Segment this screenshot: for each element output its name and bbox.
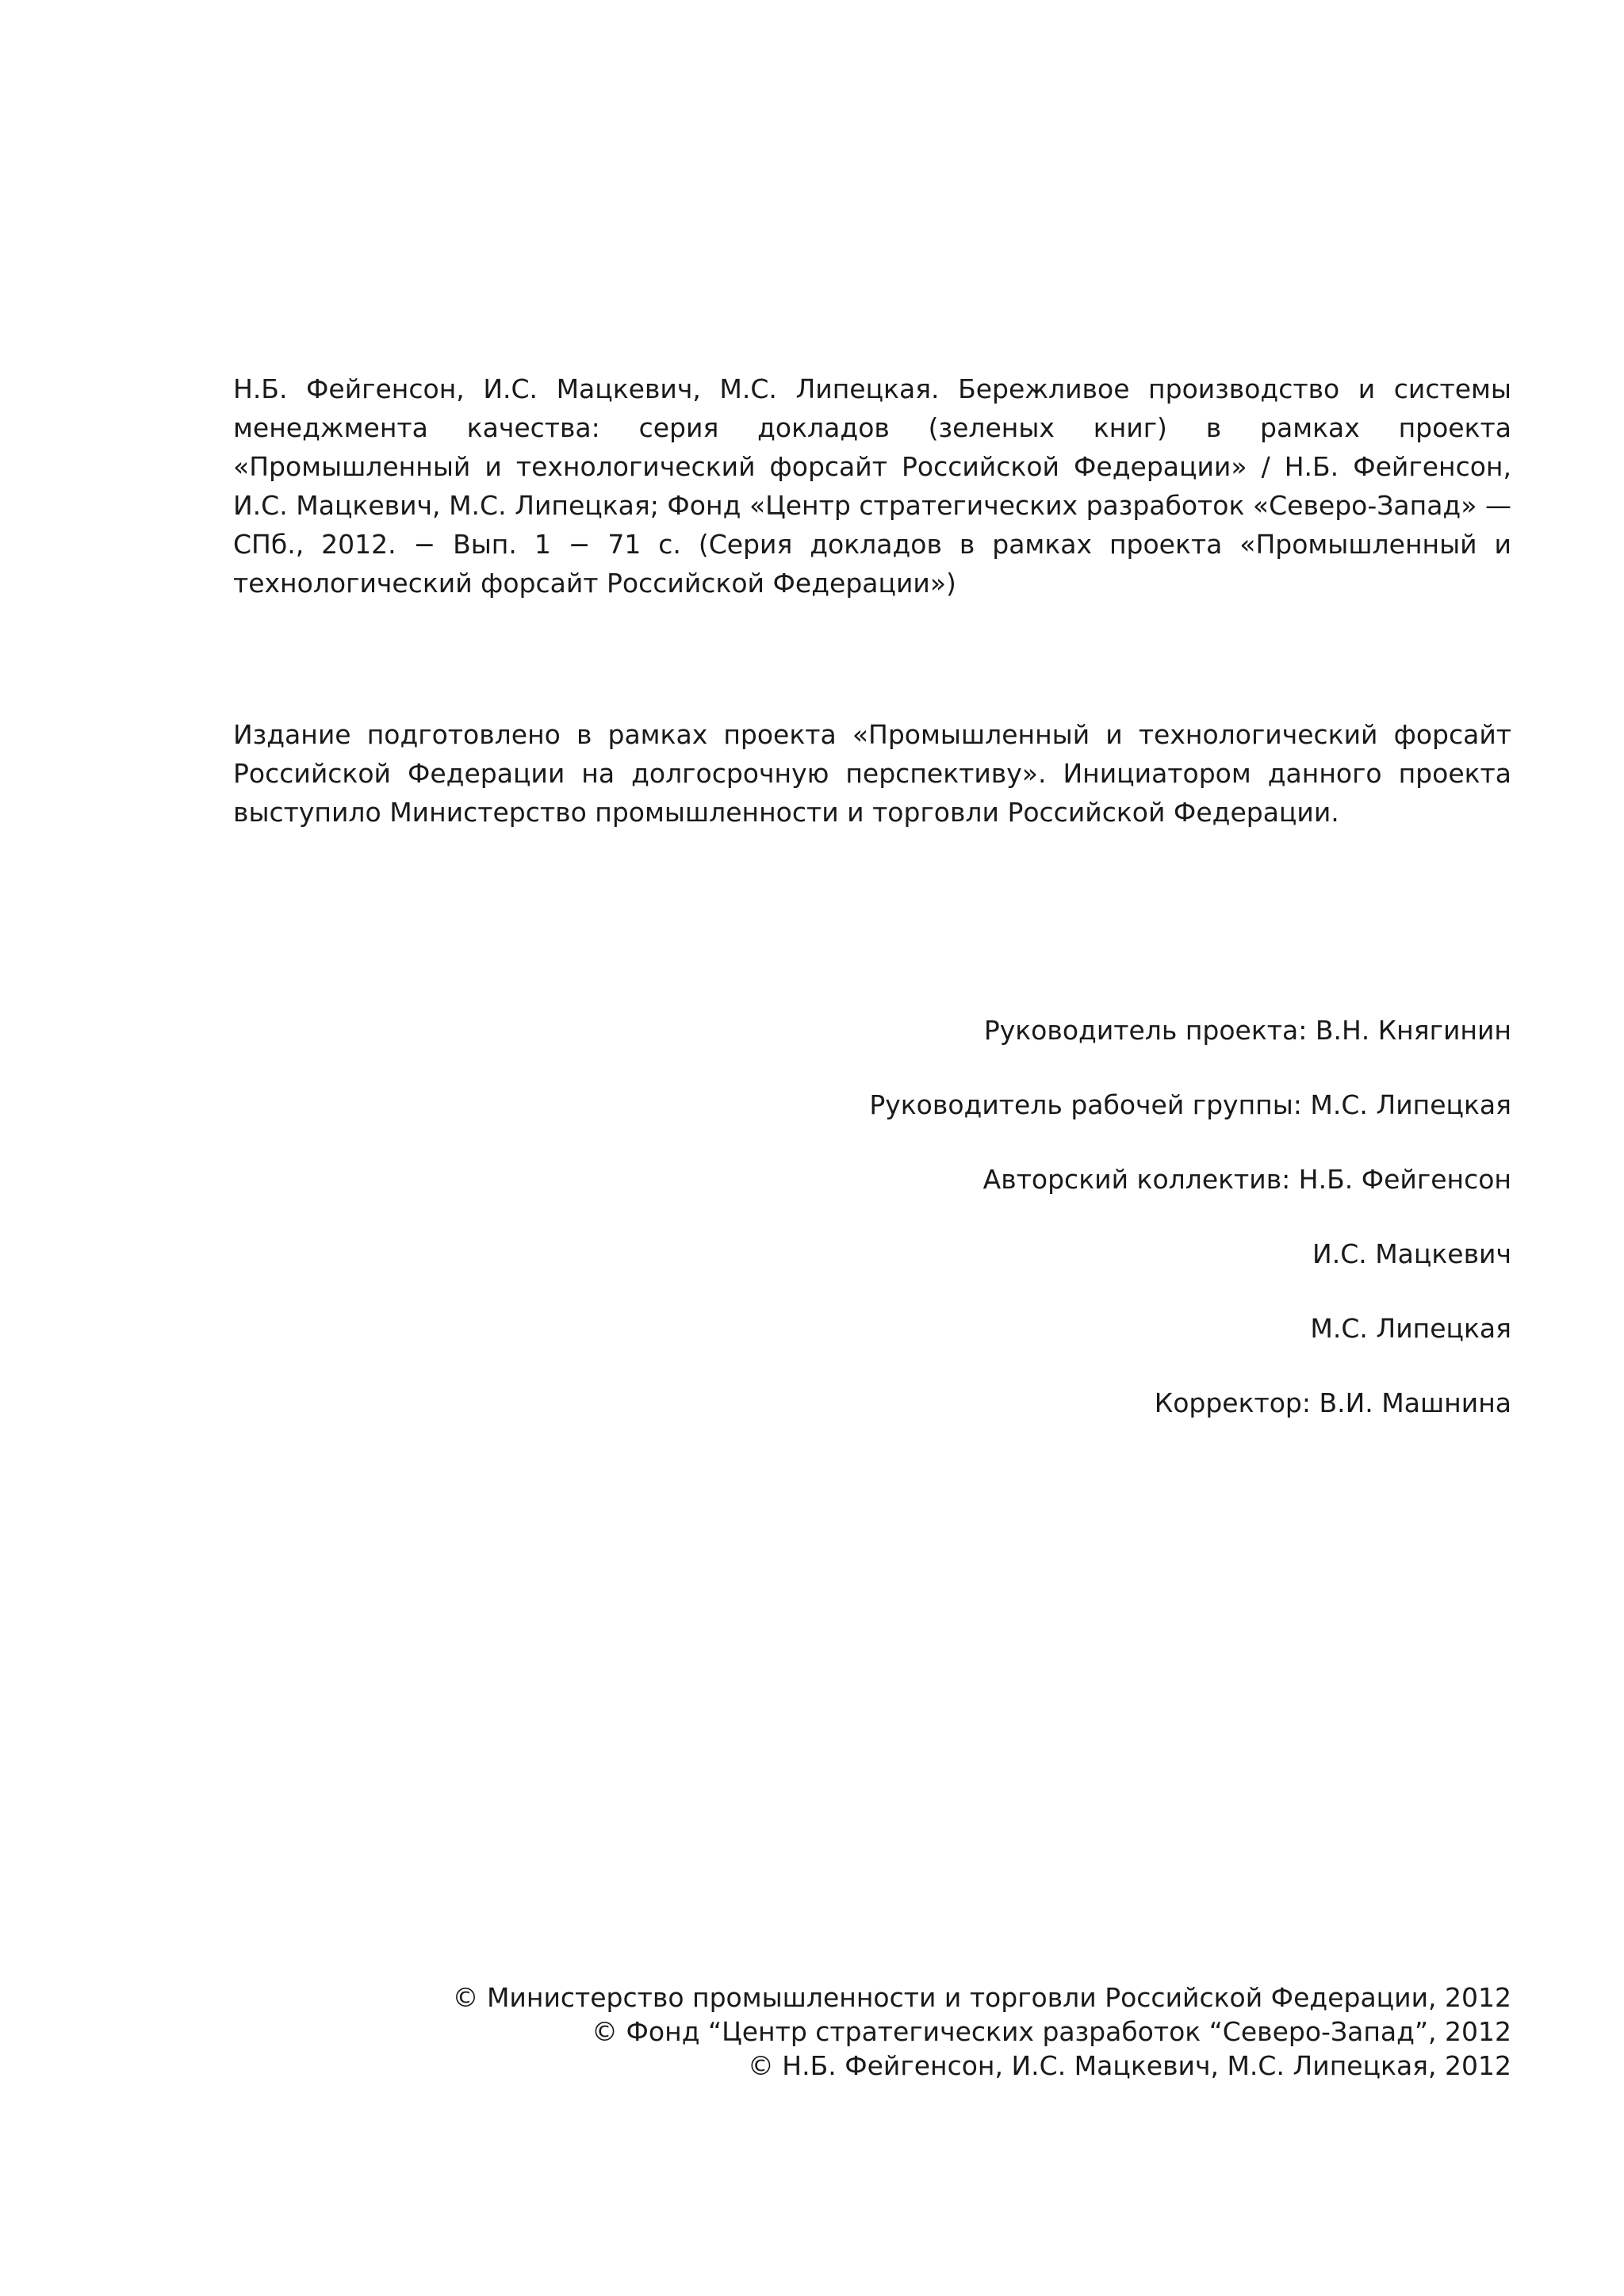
- credit-project-lead: Руководитель проекта: В.Н. Княгинин: [983, 1015, 1511, 1046]
- credit-authors: Авторский коллектив: Н.Б. Фейгенсон: [982, 1164, 1511, 1195]
- copyright-foundation: © Фонд “Центр стратегических разработок “Северо-Запад”, 2012: [592, 2016, 1511, 2047]
- copyright-authors: © Н.Б. Фейгенсон, И.С. Мацкевич, М.С. Липецкая, 2012: [747, 2050, 1511, 2081]
- credit-author-3: М.С. Липецкая: [1310, 1313, 1511, 1344]
- copyright-block: [322, 1980, 1511, 2083]
- copyright-ministry: © Министерство промышленности и торговли Российской Федерации, 2012: [452, 1982, 1511, 2013]
- bibliographic-citation: Н.Б. Фейгенсон, И.С. Мацкевич, М.С. Липецкая. Бережливое производство и системы менеджмента качества: серия докладов (зеленых книг) в рамках проекта «Промышленный и технологический форсайт Российской Федерации» / Н.Б. Фейгенсон, И.С. Мацкевич, М.С. Липецкая; Фонд «Центр стратегических разработок «Северо-Запад» — СПб., 2012. − Вып. 1 − 71 с. (Серия докладов в рамках проекта «Промышленный и технологический форсайт Российской Федерации»): [233, 373, 1511, 599]
- credits-block: [560, 1015, 1511, 1462]
- project-note: Издание подготовлено в рамках проекта «Промышленный и технологический форсайт Российской Федерации на долгосрочную перспективу». Инициатором данного проекта выступило Министерство промышленности и торговли Российской Федерации.: [233, 719, 1511, 828]
- credit-working-group-lead: Руководитель рабочей группы: М.С. Липецкая: [869, 1089, 1511, 1120]
- credit-proofreader: Корректор: В.И. Машнина: [1154, 1387, 1511, 1418]
- credit-author-2: И.С. Мацкевич: [1312, 1238, 1511, 1269]
